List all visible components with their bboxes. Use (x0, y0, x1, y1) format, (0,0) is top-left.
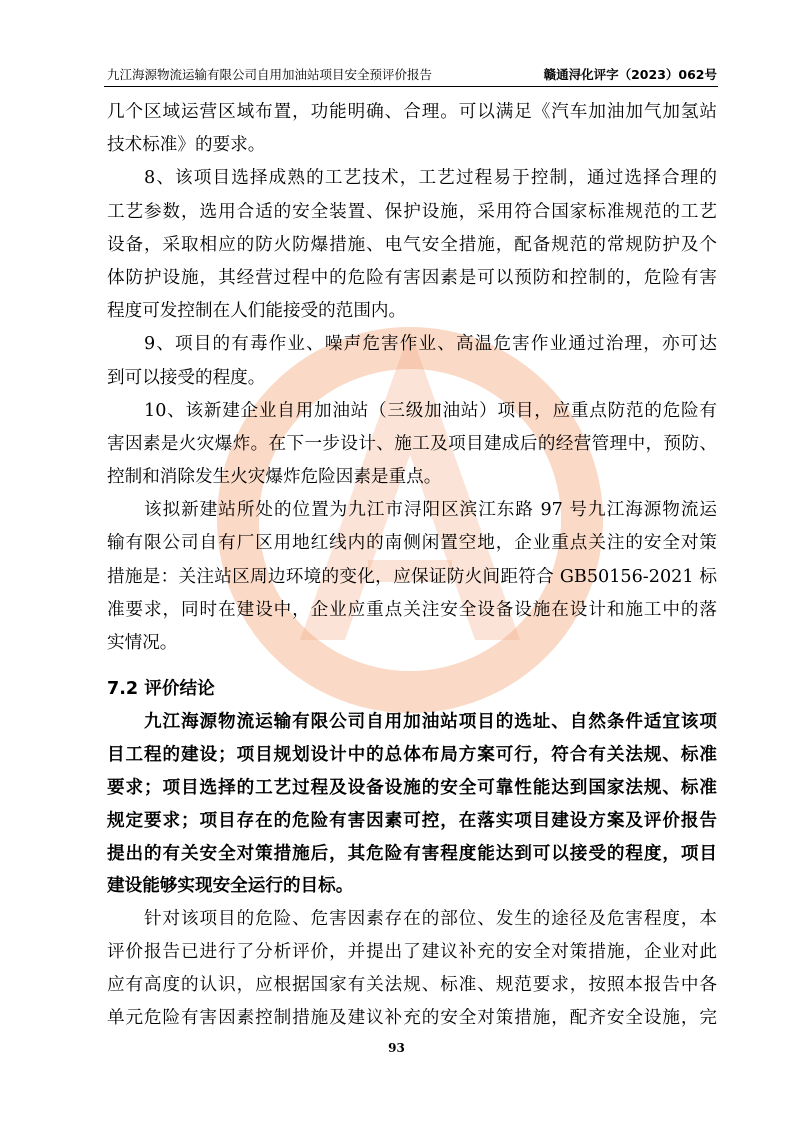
paragraph (107, 903, 717, 1034)
text-line: 工艺参数，选用合适的安全装置、保护设施，采用符合国家标准规范的工艺 (107, 201, 717, 222)
text-line: 要求；项目选择的工艺过程及设备设施的安全可靠性能达到国家法规、标准 (107, 776, 717, 798)
text-line: 9、项目的有毒作业、噪声危害作业、高温危害作业通过治理，亦可达 (144, 334, 717, 355)
text-line: 目工程的建设；项目规划设计中的总体布局方案可行，符合有关法规、标准 (107, 744, 717, 766)
text-line: 程度可发控制在人们能接受的范围内。 (107, 301, 407, 322)
paragraph (107, 96, 717, 162)
text-line: 针对该项目的危险、危害因素存在的部位、发生的途径及危害程度，本 (144, 909, 717, 930)
body-section (107, 96, 717, 660)
text-line: 8、该项目选择成熟的工艺技术，工艺过程易于控制，通过选择合理的 (144, 168, 717, 189)
text-line: 10、该新建企业自用加油站（三级加油站）项目，应重点防范的危险有 (144, 400, 717, 421)
text-line: 单元危险有害因素控制措施及建议补充的安全对策措施，配齐安全设施，完 (107, 1007, 717, 1028)
text-line: 体防护设施，其经营过程中的危险有害因素是可以预防和控制的，危险有害 (107, 267, 717, 288)
text-line: 害因素是火灾爆炸。在下一步设计、施工及项目建成后的经营管理中，预防、 (107, 433, 717, 454)
main-content (107, 96, 717, 1034)
paragraph (107, 162, 717, 328)
text-line: 设备，采取相应的防火防爆措施、电气安全措施，配备规范的常规防护及个 (107, 234, 717, 255)
text-line: 控制和消除发生火灾爆炸危险因素是重点。 (107, 467, 442, 488)
text-line: 输有限公司自有厂区用地红线内的南侧闲置空地，企业重点关注的安全对策 (107, 533, 717, 554)
section-heading: 7.2 评价结论 (107, 679, 215, 700)
text-line: 评价报告已进行了分析评价，并提出了建议补充的安全对策措施，企业对此 (107, 941, 717, 962)
text-line: 应有高度的认识，应根据国家有关法规、标准、规范要求，按照本报告中各 (107, 974, 717, 995)
header-document-number: 赣通浔化评字（2023）062号 (543, 67, 717, 82)
paragraph (107, 395, 717, 495)
text-line: 技术标准》的要求。 (107, 135, 266, 156)
text-line: 实情况。 (107, 633, 178, 653)
header-report-title: 九江海源物流运输有限公司自用加油站项目安全预评价报告 (107, 67, 433, 82)
conclusion-paragraph (107, 706, 717, 903)
text-line: 九江海源物流运输有限公司自用加油站项目的选址、自然条件适宜该项 (144, 711, 717, 733)
text-line: 建设能够实现安全运行的目标。 (107, 875, 354, 897)
text-line: 措施是：关注站区周边环境的变化，应保证防火间距符合 GB50156-2021 标 (107, 566, 717, 587)
text-line: 几个区域运营区域布置，功能明确、合理。可以满足《汽车加油加气加氢站 (107, 102, 717, 122)
conclusion-section (107, 706, 717, 1034)
text-line: 准要求，同时在建设中，企业应重点关注安全设备设施在设计和施工中的落 (107, 599, 717, 620)
text-line: 提出的有关安全对策措施后，其危险有害程度能达到可以接受的程度，项目 (107, 842, 717, 864)
text-line: 规定要求；项目存在的危险有害因素可控，在落实项目建设方案及评价报告 (107, 809, 717, 831)
text-line: 到可以接受的程度。 (107, 367, 266, 388)
page-number: 93 (388, 1041, 405, 1055)
paragraph (107, 328, 717, 394)
text-line: 该拟新建站所处的位置为九江市浔阳区滨江东路 97 号九江海源物流运 (144, 500, 717, 521)
header-divider (104, 86, 718, 87)
paragraph (107, 494, 717, 660)
